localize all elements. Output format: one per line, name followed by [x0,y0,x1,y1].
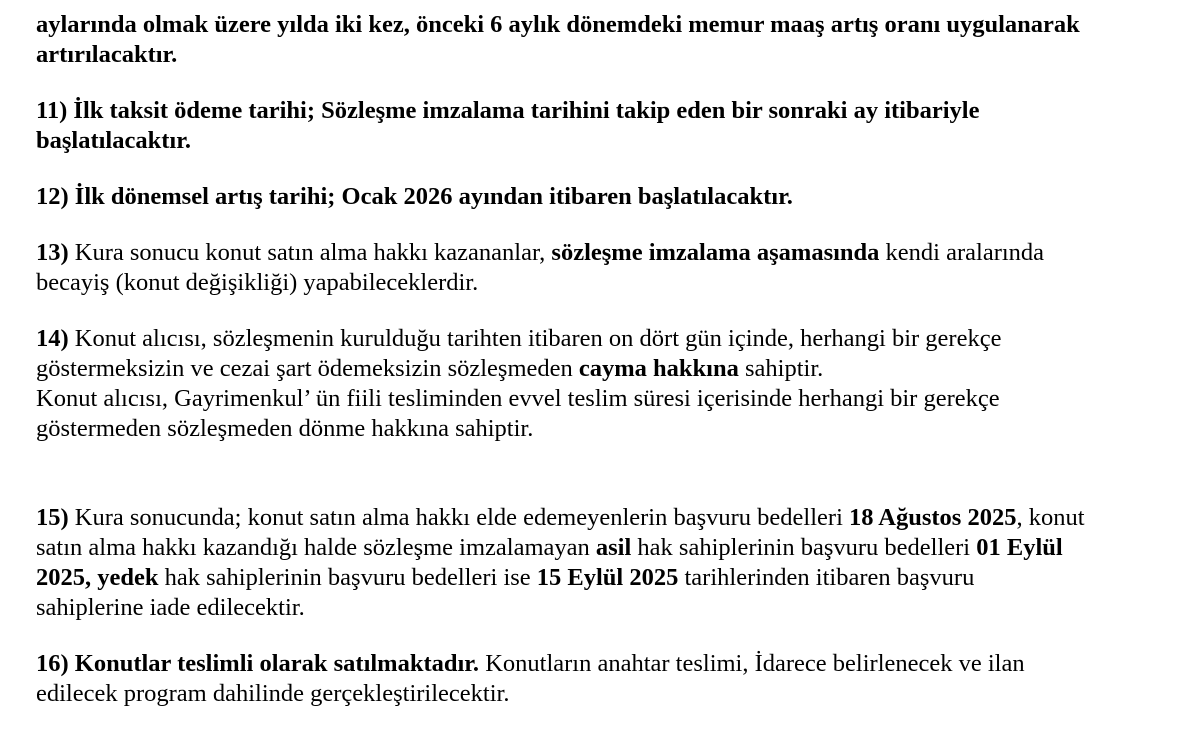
p14-text-1: Konut alıcısı, sözleşmenin kurulduğu tarihten itibaren on dört gün içinde, herhangi bir gerekçe [68,325,1002,352]
p15-bold-asil: asil [595,534,632,561]
p16-bold-heading: 16) Konutlar teslimli olarak satılmaktadır. [36,650,480,677]
p11-line-2: başlatılacaktır. [36,127,191,154]
p13-bold-phrase: sözleşme imzalama aşamasında [551,239,880,266]
document-body [36,10,1186,709]
p15-text-1a: Kura sonucunda; konut satın alma hakkı elde edemeyenlerin başvuru bedelleri [68,504,850,531]
p15-date-2b-yedek: 2025, yedek [36,564,159,591]
paragraph-14 [36,324,1186,444]
paragraph-16 [36,649,1186,709]
p15-date-1: 18 Ağustos 2025 [849,504,1017,531]
p15-line-2 [36,533,1186,563]
p14-number: 14) [36,325,69,352]
paragraph-11 [36,96,1186,156]
paragraph-10-continuation [36,10,1186,70]
paragraph-15 [36,503,1186,623]
p14-line-4: göstermeden sözleşmeden dönme hakkına sahiptir. [36,415,534,442]
paragraph-13 [36,238,1186,298]
p13-number: 13) [36,239,69,266]
p15-text-3b: hak sahiplerinin başvuru bedelleri ise [158,564,537,591]
p15-date-3: 15 Eylül 2025 [536,564,679,591]
p14-line-1 [36,324,1186,354]
p14-line-3: Konut alıcısı, Gayrimenkul’ ün fiili tesliminden evvel teslim süresi içerisinde herhangi bir gerekçe [36,385,1000,412]
p14-text-2c: sahiptir. [738,355,824,382]
p12-line-1: 12) İlk dönemsel artış tarihi; Ocak 2026 ayından itibaren başlatılacaktır. [36,183,793,210]
p14-line-2 [36,354,1186,384]
paragraph-12 [36,182,1186,212]
p13-text-a: Kura sonucu konut satın alma hakkı kazananlar, [68,239,552,266]
p15-date-2a: 01 Eylül [976,534,1063,561]
p15-text-2c: hak sahiplerinin başvuru bedelleri [631,534,977,561]
p13-line-2: becayiş (konut değişikliği) yapabileceklerdir. [36,269,479,296]
p15-line-1 [36,503,1186,533]
p10-line-1: aylarında olmak üzere yılda iki kez, önceki 6 aylık dönemdeki memur maaş artış oranı uygulanarak [36,11,1080,38]
p15-text-2a: satın alma hakkı kazandığı halde sözleşme imzalamayan [36,534,596,561]
p16-line-1 [36,649,1186,679]
p16-line-2: edilecek program dahilinde gerçekleştirilecektir. [36,680,510,707]
p13-text-c: kendi aralarında [879,239,1045,266]
p14-bold-cayma: cayma hakkına [578,355,739,382]
p15-line-4: sahiplerine iade edilecektir. [36,594,305,621]
p14-text-2a: göstermeksizin ve cezai şart ödemeksizin sözleşmeden [36,355,579,382]
p13-line-1 [36,238,1186,268]
p15-text-3d: tarihlerinden itibaren başvuru [678,564,975,591]
p15-text-1c: , konut [1016,504,1085,531]
p16-text-1: Konutların anahtar teslimi, İdarece belirlenecek ve ilan [479,650,1025,677]
p11-line-1: 11) İlk taksit ödeme tarihi; Sözleşme imzalama tarihini takip eden bir sonraki ay itibariyle [36,97,980,124]
p10-line-2: artırılacaktır. [36,41,178,68]
p15-number: 15) [36,504,69,531]
p15-line-3 [36,563,1186,593]
